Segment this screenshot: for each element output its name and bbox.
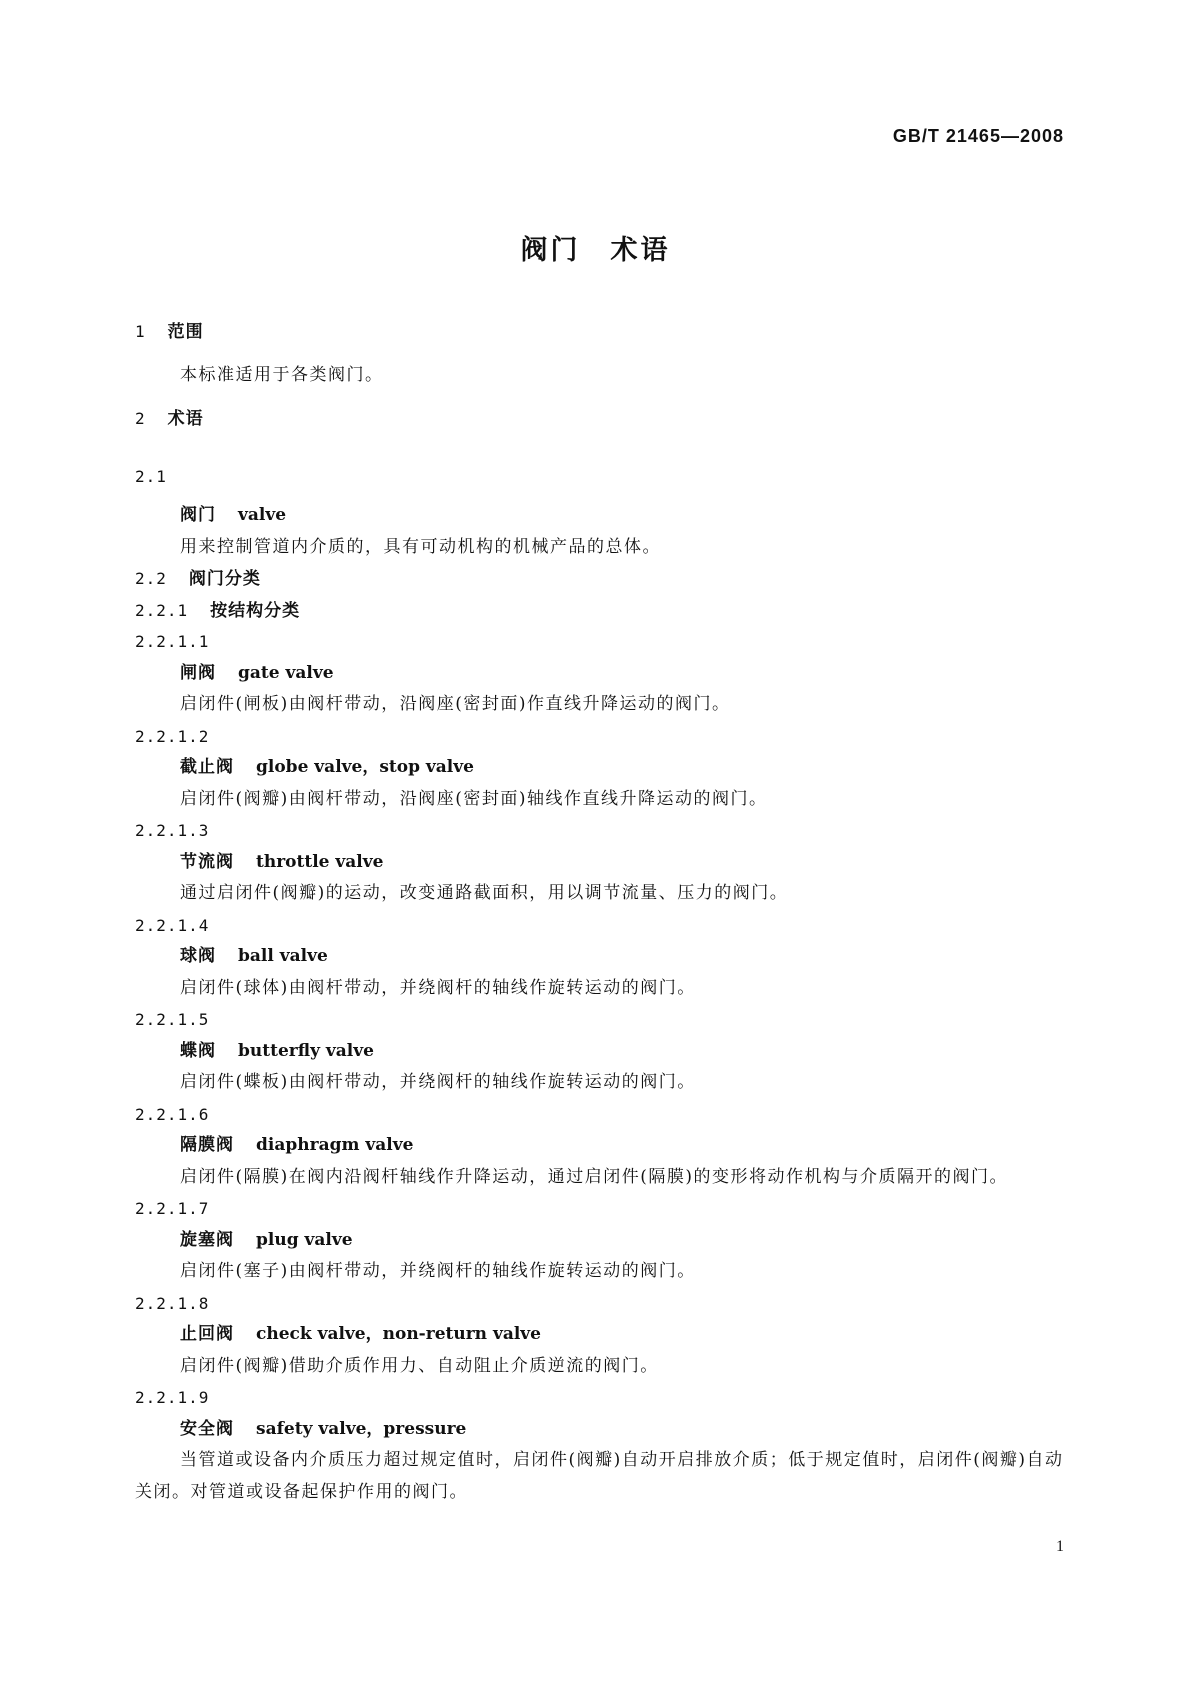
term-definition: 通过启闭件(阀瓣)的运动，改变通路截面积，用以调节流量、压力的阀门。 xyxy=(180,883,789,903)
term-english: ball valve xyxy=(238,946,328,966)
term-definition: 当管道或设备内介质压力超过规定值时，启闭件(阀瓣)自动开启排放介质；低于规定值时，启闭件(阀瓣)自动关闭。对管道或设备起保护作用的阀门。 xyxy=(135,1450,1064,1502)
term-heading xyxy=(135,1225,1067,1257)
term-chinese: 蝶阀 xyxy=(180,1040,216,1061)
term-chinese: 闸阀 xyxy=(180,662,216,683)
entry-number: 2.2.1.2 xyxy=(135,726,210,746)
term-definition: 启闭件(球体)由阀杆带动，并绕阀杆的轴线作旋转运动的阀门。 xyxy=(180,977,696,998)
term-english: throttle valve xyxy=(256,851,384,872)
term-chinese: 安全阀 xyxy=(180,1418,234,1439)
term-heading xyxy=(135,500,1067,532)
entry-number: 2.1 xyxy=(135,466,167,486)
term-english: safety valve，pressure xyxy=(256,1418,467,1439)
document-title: 阀门 术语 xyxy=(520,235,671,266)
term-english: gate valve xyxy=(238,662,334,683)
term-definition: 启闭件(闸板)由阀杆带动，沿阀座(密封面)作直线升降运动的阀门。 xyxy=(180,694,731,714)
term-definition: 用来控制管道内介质的，具有可动机构的机械产品的总体。 xyxy=(180,536,661,557)
section-number: 2 xyxy=(135,409,146,428)
term-english: valve xyxy=(238,505,287,525)
term-chinese: 球阀 xyxy=(180,946,216,966)
term-heading xyxy=(135,752,1067,784)
term-chinese: 旋塞阀 xyxy=(180,1229,234,1250)
subsection-title: 按结构分类 xyxy=(210,600,301,621)
term-definition: 启闭件(阀瓣)由阀杆带动，沿阀座(密封面)轴线作直线升降运动的阀门。 xyxy=(180,788,768,809)
term-heading xyxy=(135,1130,1067,1162)
term-heading xyxy=(135,847,1067,879)
term-chinese: 阀门 xyxy=(180,505,216,525)
entry-number: 2.2.1.5 xyxy=(135,1010,210,1029)
standard-number: GB/T 21465—2008 xyxy=(892,126,1064,146)
term-chinese: 止回阀 xyxy=(180,1324,234,1344)
term-english: check valve，non-return valve xyxy=(256,1324,541,1344)
entry-number: 2.2.1.4 xyxy=(135,915,210,935)
entry-number: 2.2.1.3 xyxy=(135,821,210,840)
term-english: diaphragm valve xyxy=(256,1135,414,1155)
term-chinese: 截止阀 xyxy=(180,757,234,777)
entry-number: 2.2.1.8 xyxy=(135,1293,210,1313)
subsection-number: 2.2.1 xyxy=(135,600,189,620)
term-heading xyxy=(135,1414,1067,1446)
subsection-heading xyxy=(135,595,1067,627)
subsection-title: 阀门分类 xyxy=(188,569,261,589)
term-definition: 启闭件(蝶板)由阀杆带动，并绕阀杆的轴线作旋转运动的阀门。 xyxy=(180,1072,696,1092)
term-heading xyxy=(135,1319,1067,1351)
term-heading xyxy=(135,1036,1067,1068)
term-english: globe valve，stop valve xyxy=(256,757,474,777)
term-english: plug valve xyxy=(256,1229,353,1250)
entry-number: 2.2.1.7 xyxy=(135,1199,210,1218)
term-chinese: 节流阀 xyxy=(180,851,234,872)
entry-number: 2.2.1.1 xyxy=(135,632,210,651)
term-definition: 启闭件(塞子)由阀杆带动，并绕阀杆的轴线作旋转运动的阀门。 xyxy=(180,1261,696,1281)
section-title: 术语 xyxy=(167,409,204,429)
subsection-heading xyxy=(135,563,1067,595)
term-heading xyxy=(135,658,1067,690)
term-definition: 启闭件(隔膜)在阀内沿阀杆轴线作升降运动，通过启闭件(隔膜)的变形将动作机构与介质隔开的阀门。 xyxy=(180,1166,1009,1187)
term-chinese: 隔膜阀 xyxy=(180,1135,234,1155)
entry-number: 2.2.1.6 xyxy=(135,1104,210,1124)
entry-number: 2.2.1.9 xyxy=(135,1388,210,1407)
term-heading xyxy=(135,941,1067,973)
term-english: butterfly valve xyxy=(238,1040,374,1061)
page-number: 1 xyxy=(1056,1538,1064,1555)
section-title: 范围 xyxy=(167,322,204,342)
term-definition: 启闭件(阀瓣)借助介质作用力、自动阻止介质逆流的阀门。 xyxy=(180,1355,659,1376)
document-body xyxy=(135,316,1067,1508)
section-heading-scope xyxy=(135,316,1067,348)
section-heading-terms xyxy=(135,403,1067,435)
subsection-number: 2.2 xyxy=(135,569,167,588)
section-number: 1 xyxy=(135,322,146,341)
scope-text: 本标准适用于各类阀门。 xyxy=(180,364,384,385)
